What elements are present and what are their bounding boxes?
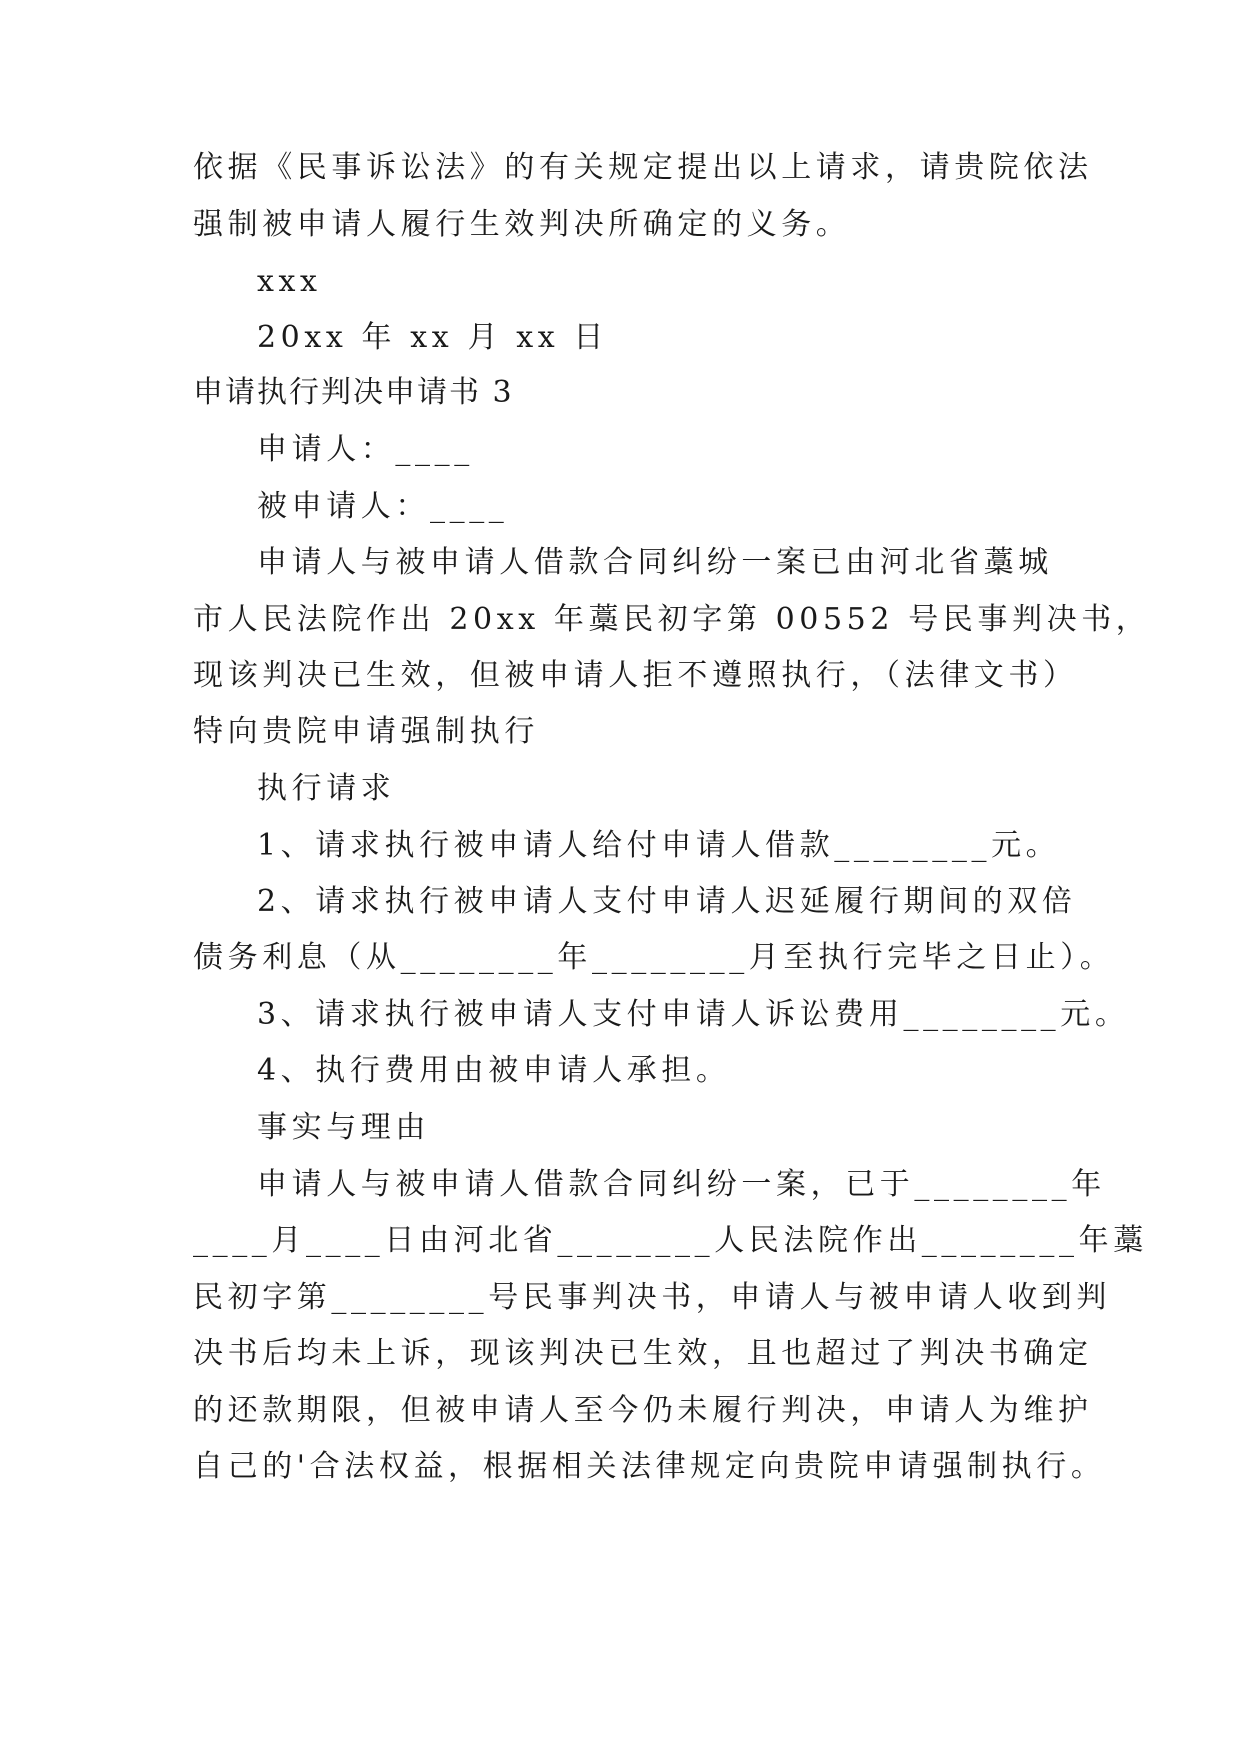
- facts-heading: 事实与理由: [257, 1110, 430, 1145]
- applicant-line: 申请人：____: [257, 432, 474, 467]
- section-title: 申请执行判决申请书 3: [193, 375, 514, 410]
- intro-line-4: 特向贵院申请强制执行: [193, 714, 539, 749]
- requests-heading: 执行请求: [257, 771, 396, 806]
- signature: xxx: [257, 264, 322, 299]
- respondent-line: 被申请人：____: [257, 489, 509, 524]
- request-4: 4、执行费用由被申请人承担。: [257, 1053, 731, 1088]
- facts-line-1: 申请人与被申请人借款合同纠纷一案，已于________年: [257, 1167, 1106, 1202]
- request-3: 3、请求执行被申请人支付申请人诉讼费用________元。: [257, 997, 1130, 1032]
- intro-line-3: 现该判决已生效，但被申请人拒不遵照执行，（法律文书）: [193, 658, 1078, 693]
- intro-line-2: 市人民法院作出 20xx 年藁民初字第 00552 号民事判决书，: [193, 602, 1151, 637]
- date: 20xx 年 xx 月 xx 日: [257, 320, 608, 355]
- intro-line-1: 申请人与被申请人借款合同纠纷一案已由河北省藁城: [257, 545, 1053, 580]
- facts-line-4: 决书后均未上诉，现该判决已生效，且也超过了判决书确定: [193, 1336, 1093, 1371]
- closing-paragraph-line-1: 依据《民事诉讼法》的有关规定提出以上请求，请贵院依法: [193, 150, 1093, 185]
- facts-line-5: 的还款期限，但被申请人至今仍未履行判决，申请人为维护: [193, 1393, 1093, 1428]
- closing-paragraph-line-2: 强制被申请人履行生效判决所确定的义务。: [193, 207, 851, 242]
- facts-line-6: 自己的'合法权益，根据相关法律规定向贵院申请强制执行。: [193, 1449, 1106, 1484]
- request-2-line-1: 2、请求执行被申请人支付申请人迟延履行期间的双倍: [257, 884, 1077, 919]
- request-2-line-2: 债务利息（从________年________月至执行完毕之日止）。: [193, 940, 1115, 975]
- facts-line-3: 民初字第________号民事判决书，申请人与被申请人收到判: [193, 1280, 1111, 1315]
- request-1: 1、请求执行被申请人给付申请人借款________元。: [257, 828, 1061, 863]
- facts-line-2: ____月____日由河北省________人民法院作出________年藁: [193, 1223, 1148, 1258]
